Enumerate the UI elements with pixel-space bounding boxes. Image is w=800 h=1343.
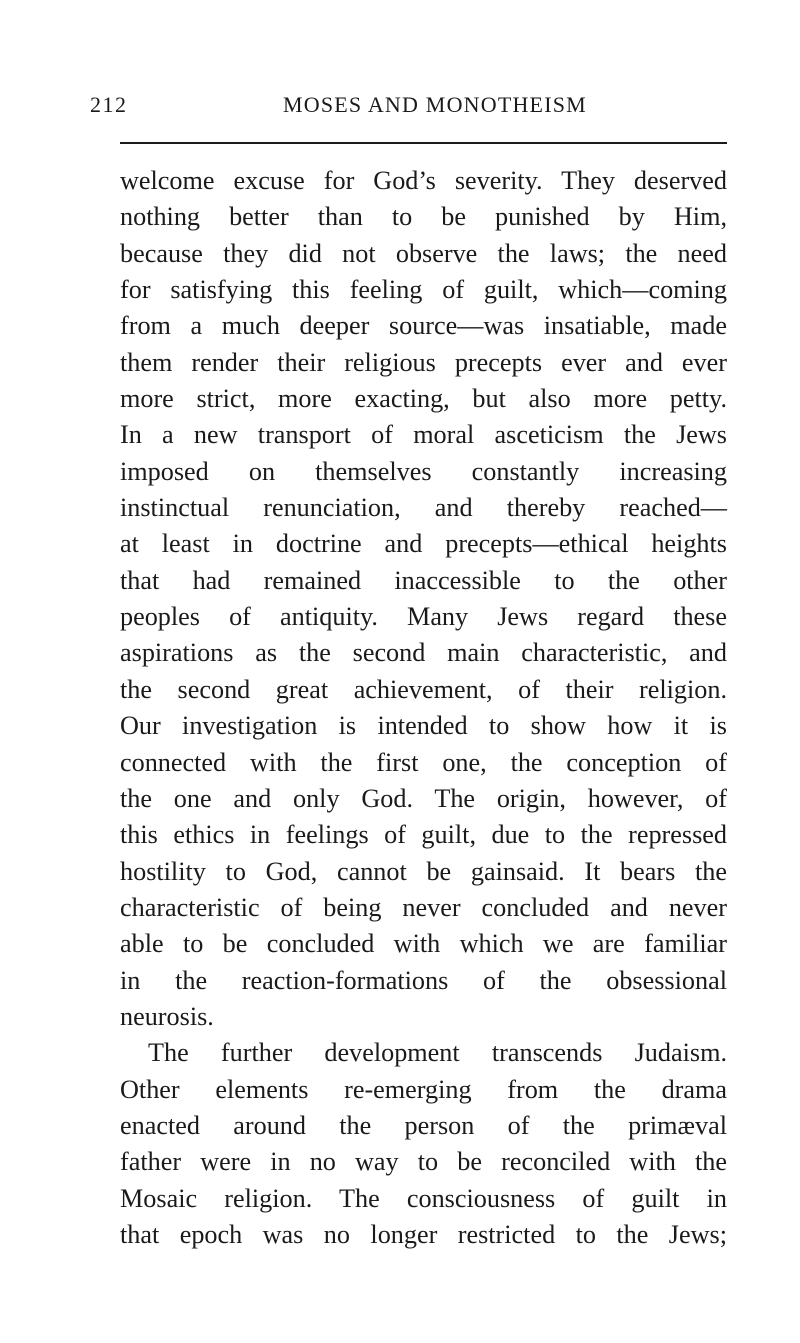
- text-line: this ethics in feelings of guilt, due to the repressed: [120, 820, 727, 850]
- body-text: [120, 163, 727, 1253]
- text-line: connected with the first one, the conception of: [120, 747, 727, 777]
- text-line: instinctual renunciation, and thereby reached—: [120, 493, 727, 523]
- text-line: Mosaic religion. The consciousness of guilt in: [120, 1183, 727, 1213]
- page-number: 212: [90, 92, 128, 117]
- running-title: MOSES AND MONOTHEISM: [283, 92, 587, 117]
- text-line: Our investigation is intended to show how it is: [120, 711, 727, 741]
- text-line: hostility to God, cannot be gainsaid. It bears the: [120, 856, 727, 886]
- text-line: enacted around the person of the primæval: [120, 1110, 727, 1140]
- text-line: more strict, more exacting, but also more petty.: [120, 384, 727, 414]
- text-line: Other elements re-emerging from the drama: [120, 1074, 727, 1104]
- text-line: the one and only God. The origin, however, of: [120, 783, 727, 813]
- paragraph-end-line: neurosis.: [120, 1001, 214, 1031]
- text-line: aspirations as the second main characteristic, and: [120, 638, 727, 668]
- paragraph-start-line: The further development transcends Judaism.: [148, 1038, 727, 1068]
- text-line: nothing better than to be punished by Him,: [120, 202, 727, 232]
- text-line: in the reaction-formations of the obsessional: [120, 965, 727, 995]
- text-line: father were in no way to be reconciled with the: [120, 1147, 727, 1177]
- text-line: welcome excuse for God’s severity. They deserved: [120, 166, 727, 195]
- text-line: that epoch was no longer restricted to the Jews;: [120, 1219, 727, 1249]
- header-rule: [120, 142, 727, 144]
- text-line: from a much deeper source—was insatiable, made: [120, 311, 727, 341]
- text-line: the second great achievement, of their religion.: [120, 674, 727, 704]
- text-line: because they did not observe the laws; the need: [120, 238, 727, 268]
- text-line: characteristic of being never concluded and never: [120, 892, 727, 922]
- running-header: [90, 92, 730, 126]
- text-line: at least in doctrine and precepts—ethical heights: [120, 529, 727, 559]
- text-line: able to be concluded with which we are familiar: [120, 929, 727, 959]
- text-line: peoples of antiquity. Many Jews regard these: [120, 602, 727, 632]
- text-line: In a new transport of moral asceticism the Jews: [120, 420, 727, 450]
- text-line: imposed on themselves constantly increasing: [120, 456, 727, 486]
- text-line: that had remained inaccessible to the other: [120, 565, 727, 595]
- text-line: them render their religious precepts ever and ever: [120, 347, 727, 377]
- text-line: for satisfying this feeling of guilt, which—coming: [120, 275, 727, 305]
